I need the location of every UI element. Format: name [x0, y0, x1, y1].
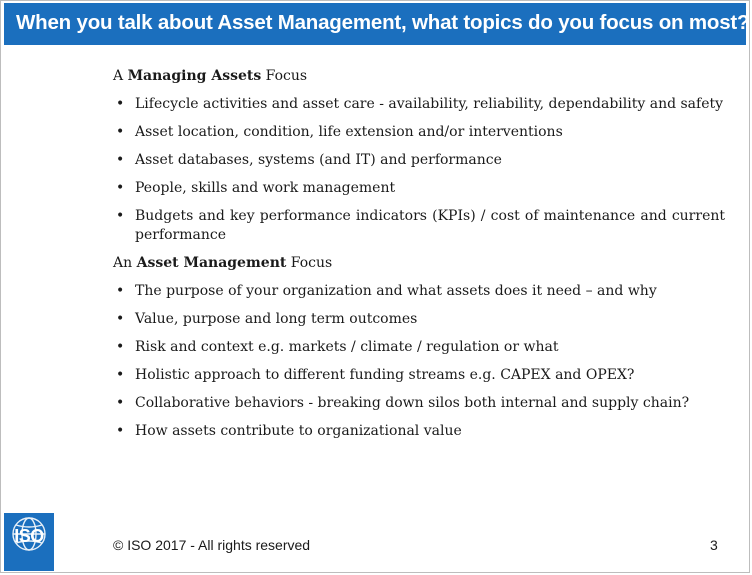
list-item — [113, 95, 725, 114]
list-item-text: Lifecycle activities and asset care - availability, reliability, dependability and safety — [135, 96, 724, 112]
bullet-icon: • — [116, 96, 125, 112]
list-item — [113, 123, 725, 142]
section-prefix: A — [113, 68, 128, 84]
list-item-text: How assets contribute to organizational value — [135, 423, 462, 439]
list-item — [113, 366, 725, 385]
bullet-icon: • — [116, 311, 125, 327]
section-prefix: An — [113, 255, 137, 271]
list-item-text: Asset location, condition, life extension and/or interventions — [135, 124, 563, 140]
list-item — [113, 338, 725, 357]
slide-content — [113, 67, 725, 450]
bullet-icon: • — [116, 152, 125, 168]
bullet-icon: • — [116, 283, 125, 299]
list-item-text: Collaborative behaviors - breaking down silos both internal and supply chain? — [135, 395, 690, 411]
list-item-text: People, skills and work management — [135, 180, 396, 196]
section-bold: Asset Management — [136, 255, 287, 271]
list-item — [113, 310, 725, 329]
section-heading-managing-assets — [113, 67, 725, 86]
section-suffix: Focus — [261, 68, 308, 84]
list-item — [113, 422, 725, 441]
slide-title: When you talk about Asset Management, what topics do you focus on most? — [16, 11, 750, 34]
list-item-text: Value, purpose and long term outcomes — [135, 311, 418, 327]
section-heading-asset-management — [113, 254, 725, 273]
section-bold: Managing Assets — [127, 68, 262, 84]
list-item — [113, 207, 725, 245]
footer-copyright: © ISO 2017 - All rights reserved — [113, 537, 311, 553]
list-item — [113, 282, 725, 301]
list-item — [113, 151, 725, 170]
list-item-text: Asset databases, systems (and IT) and performance — [135, 152, 502, 168]
bullet-icon: • — [116, 395, 125, 411]
logo-text: ISO — [14, 526, 44, 546]
list-item-text: Risk and context e.g. markets / climate / regulation or what — [135, 339, 559, 355]
bullet-icon: • — [116, 423, 125, 439]
bullet-list-asset-management — [113, 282, 725, 441]
page-number: 3 — [710, 537, 718, 553]
list-item-text: The purpose of your organization and what assets does it need – and why — [135, 283, 657, 299]
bullet-list-managing-assets — [113, 95, 725, 245]
bullet-icon: • — [116, 339, 125, 355]
list-item-text: Budgets and key performance indicators (KPIs) / cost of maintenance and current performance — [135, 208, 725, 243]
bullet-icon: • — [116, 367, 125, 383]
bullet-icon: • — [116, 208, 125, 224]
list-item — [113, 394, 725, 413]
title-bar — [4, 3, 750, 45]
list-item-text: Holistic approach to different funding streams e.g. CAPEX and OPEX? — [135, 367, 635, 383]
bullet-icon: • — [116, 180, 125, 196]
iso-logo — [4, 513, 54, 571]
bullet-icon: • — [116, 124, 125, 140]
section-suffix: Focus — [286, 255, 333, 271]
list-item — [113, 179, 725, 198]
